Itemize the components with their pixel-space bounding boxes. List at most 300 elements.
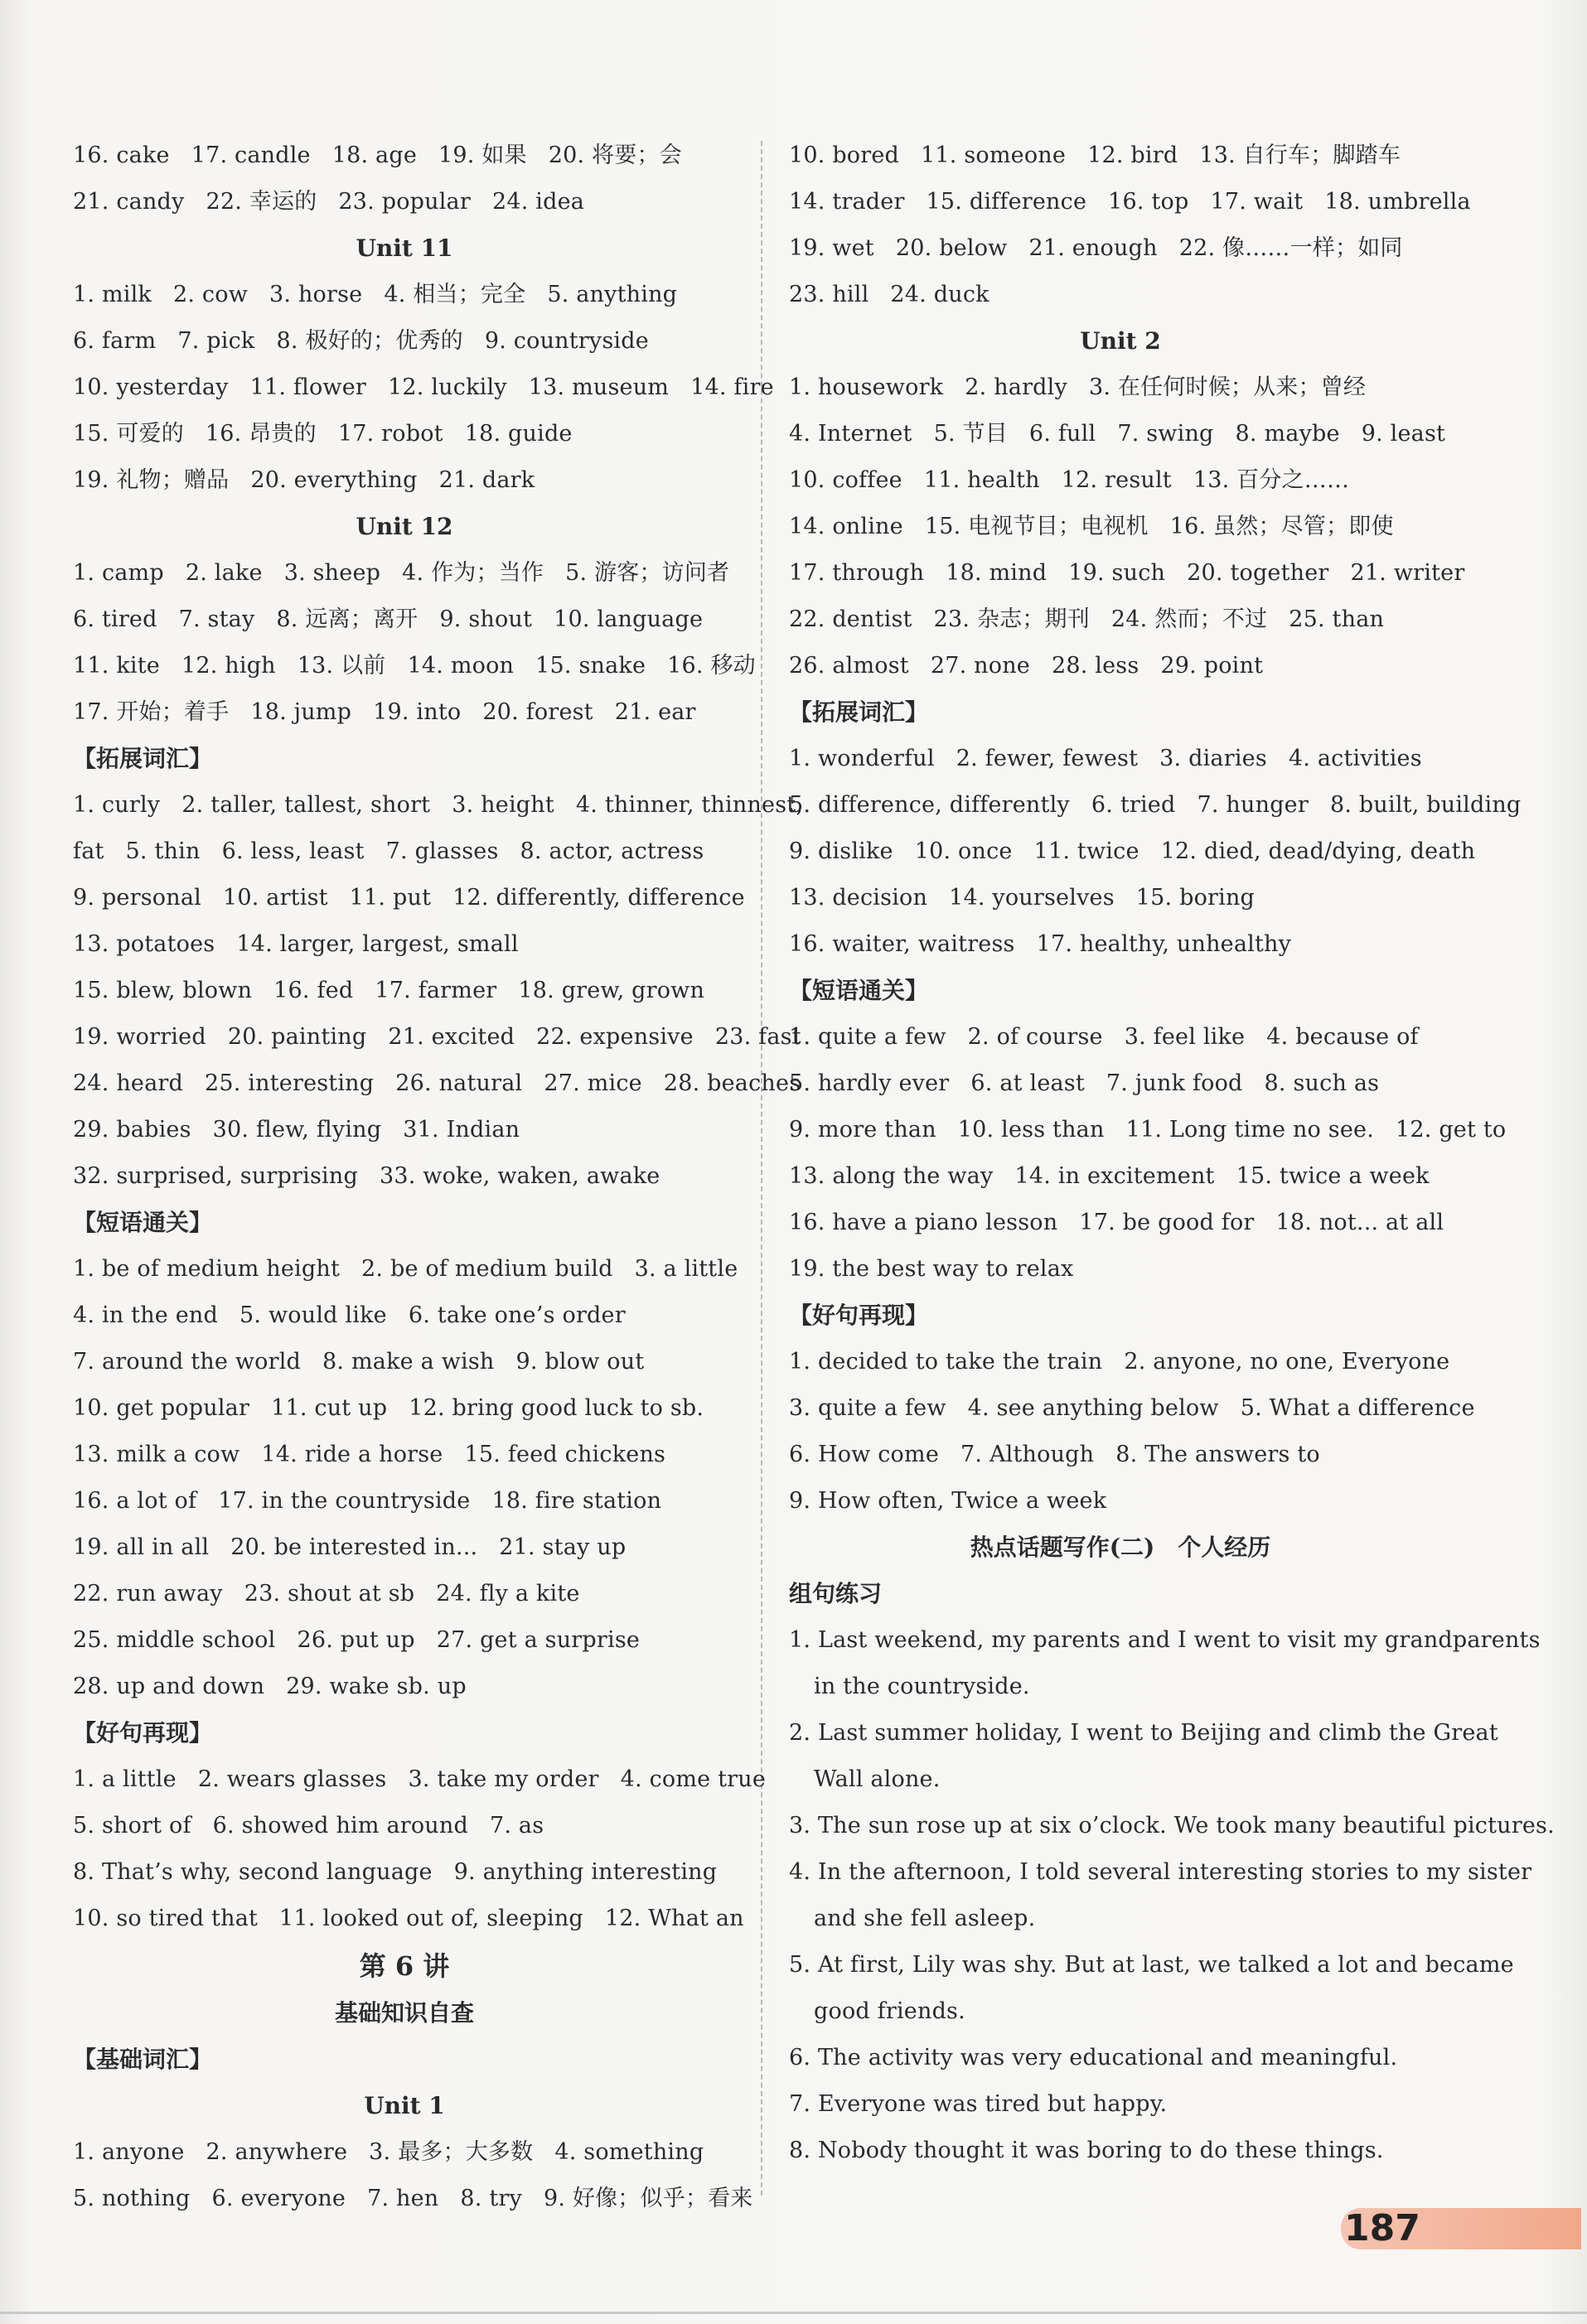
answer-item: 15. twice a week	[1236, 1163, 1430, 1189]
answer-item: 1. milk	[73, 282, 152, 307]
answer-line	[789, 782, 1522, 829]
answer-item: 25. middle school	[73, 1627, 276, 1653]
answer-item: 29. wake sb. up	[286, 1674, 467, 1699]
answer-item: 12. high	[181, 653, 276, 679]
answer-item: 15. blew, blown	[73, 978, 253, 1003]
answer-item: 12. died, dead/dying, death	[1160, 838, 1476, 864]
answer-item: 25. interesting	[204, 1070, 375, 1096]
answer-item: 22. expensive	[536, 1024, 694, 1050]
answer-item: 22. run away	[73, 1581, 223, 1607]
answer-item: 8. actor, actress	[520, 838, 704, 864]
answer-item: 18. umbrella	[1324, 189, 1471, 215]
answer-item: 4. In the afternoon, I told several interesting stories to my sister	[789, 1859, 1532, 1885]
answer-item: fat	[73, 838, 104, 864]
answer-item: 21. dark	[438, 467, 535, 493]
answer-item: 13. 以前	[297, 653, 386, 679]
answer-line	[789, 1107, 1507, 1153]
answer-item: 3. sheep	[283, 560, 381, 586]
answer-item: 20. everything	[250, 467, 418, 493]
answer-item: 20. be interested in...	[230, 1534, 478, 1560]
answer-line	[73, 1246, 736, 1292]
answer-item: 5. nothing	[73, 2186, 191, 2211]
answer-item: 2. cow	[172, 282, 249, 307]
answer-line	[73, 1849, 736, 1896]
answer-item: 6. everyone	[211, 2186, 346, 2211]
answer-line	[789, 829, 1476, 875]
answer-item: 7. stay	[178, 606, 255, 632]
answer-line	[789, 2035, 1452, 2081]
answer-item: 14. in excitement	[1014, 1163, 1215, 1189]
unit-heading: Unit 12	[356, 513, 453, 540]
answer-item: 5. hardly ever	[789, 1070, 950, 1096]
answer-item: 9. 好像；似乎；看来	[543, 2186, 753, 2211]
answer-item: 14. ride a horse	[261, 1442, 443, 1467]
answer-item: 16. top	[1108, 189, 1189, 215]
answer-item: 4. something	[554, 2139, 704, 2165]
answer-item: 23. fast	[714, 1024, 801, 1050]
answer-item: 1. wonderful	[789, 746, 935, 771]
answer-line	[789, 1385, 1475, 1432]
answer-line	[73, 133, 736, 179]
answer-item: 9. countryside	[484, 328, 649, 354]
answer-item: 21. candy	[73, 189, 185, 215]
column-divider	[761, 141, 762, 2196]
answer-line	[73, 1292, 736, 1339]
answer-item: 7. junk food	[1106, 1070, 1243, 1096]
answer-item: 7. around the world	[73, 1349, 302, 1375]
answer-item: 8. make a wish	[322, 1349, 495, 1375]
answer-item: 6. showed him around	[212, 1813, 468, 1838]
answer-line	[73, 1524, 736, 1571]
answer-line	[789, 365, 1452, 411]
answer-item: 1. Last weekend, my parents and I went to visit my grandparents	[789, 1627, 1541, 1653]
answer-item: 2. fewer, fewest	[956, 746, 1139, 771]
section-label: 组句练习	[789, 1580, 883, 1607]
answer-item: 3. 最多；大多数	[369, 2139, 534, 2165]
answer-line	[73, 1756, 767, 1803]
answer-item: 9. shout	[439, 606, 533, 632]
answer-item: 12. luckily	[388, 374, 507, 400]
answer-line	[73, 829, 736, 875]
answer-item: 3. feel like	[1124, 1024, 1246, 1050]
answer-line	[789, 1617, 1541, 1664]
answer-line	[789, 1896, 1452, 1942]
answer-item: 29. point	[1160, 653, 1264, 679]
answer-item: 7. swing	[1117, 421, 1214, 447]
answer-line	[789, 1014, 1452, 1061]
answer-item: 5. 游客；访问者	[565, 560, 730, 586]
answer-item: 32. surprised, surprising	[73, 1163, 358, 1189]
answer-line	[789, 1200, 1452, 1246]
answer-line	[73, 1478, 736, 1524]
answer-item: 1. a little	[73, 1766, 177, 1792]
answer-line	[73, 1664, 736, 1710]
answer-item: 13. 百分之……	[1193, 467, 1350, 493]
answer-item: 3. quite a few	[789, 1395, 946, 1421]
answer-line	[73, 921, 736, 968]
answer-item: 6. How come	[789, 1442, 939, 1467]
answer-item: 13. 自行车；脚踏车	[1199, 143, 1401, 168]
answer-line	[73, 1432, 736, 1478]
answer-line	[73, 457, 736, 504]
answer-item: 17. wait	[1210, 189, 1304, 215]
answer-item: 19. the best way to relax	[789, 1256, 1074, 1282]
answer-item: 30. flew, flying	[212, 1117, 382, 1143]
answer-line	[789, 643, 1452, 689]
answer-item: 17. farmer	[375, 978, 497, 1003]
answer-line	[789, 1478, 1452, 1524]
answer-item: 19. wet	[789, 235, 874, 261]
answer-item: 13. milk a cow	[73, 1442, 240, 1467]
answer-item: 24. 然而；不过	[1110, 606, 1268, 632]
answer-item: 11. someone	[921, 143, 1067, 168]
answer-item: 1. anyone	[73, 2139, 185, 2165]
answer-item: 4. 作为；当作	[402, 560, 544, 586]
answer-line	[73, 1571, 736, 1617]
answer-line	[73, 1107, 736, 1153]
answer-item: 10. get popular	[73, 1395, 250, 1421]
answer-item: 28. up and down	[73, 1674, 265, 1699]
answer-line	[73, 1339, 736, 1385]
answer-item: 8. such as	[1264, 1070, 1380, 1096]
answer-line	[789, 1756, 1452, 1803]
answer-item: 3. a little	[634, 1256, 738, 1282]
answer-item: 13. decision	[789, 885, 928, 911]
section-label: 【短语通关】	[73, 1209, 213, 1236]
answer-item: 7. as	[489, 1813, 544, 1838]
answer-item: 13. along the way	[789, 1163, 994, 1189]
answer-item: 27. get a surprise	[436, 1627, 641, 1653]
answer-item: 9. anything interesting	[453, 1859, 718, 1885]
answer-item: 3. horse	[269, 282, 363, 307]
answer-item: 3. height	[452, 792, 554, 818]
answer-item: 9. dislike	[789, 838, 893, 864]
answer-item: 21. enough	[1028, 235, 1158, 261]
answer-item: 4. in the end	[73, 1302, 219, 1328]
answer-item: Wall alone.	[814, 1766, 941, 1792]
answer-item: 16. 虽然；尽管；即使	[1169, 514, 1394, 539]
answer-item: 2. anyone, no one, Everyone	[1124, 1349, 1450, 1375]
answer-item: 2. Last summer holiday, I went to Beijing and climb the Great	[789, 1720, 1498, 1746]
section-label: 【好句再现】	[789, 1302, 929, 1329]
answer-item: 8. maybe	[1235, 421, 1340, 447]
answer-item: 2. of course	[967, 1024, 1103, 1050]
answer-line	[789, 179, 1471, 225]
answer-line	[789, 875, 1452, 921]
answer-item: 18. jump	[250, 699, 352, 725]
answer-item: 16. a lot of	[73, 1488, 197, 1514]
answer-item: 5. At first, Lily was shy. But at last, we talked a lot and became	[789, 1952, 1514, 1978]
answer-item: 23. 杂志；期刊	[933, 606, 1090, 632]
answer-line	[73, 1014, 801, 1061]
answer-line	[789, 411, 1452, 457]
lesson-heading: 第 6 讲	[359, 1950, 450, 1982]
answer-item: 5. short of	[73, 1813, 191, 1838]
answer-item: 7. hen	[367, 2186, 439, 2211]
answer-line	[73, 550, 736, 597]
answer-item: 5. 节目	[933, 421, 1008, 447]
unit-heading: Unit 2	[1080, 327, 1161, 355]
answer-item: 18. guide	[464, 421, 573, 447]
answer-item: 18. fire station	[491, 1488, 662, 1514]
answer-item: 7. Everyone was tired but happy.	[789, 2091, 1168, 2117]
answer-item: 17. be good for	[1079, 1210, 1255, 1235]
answer-item: 6. take one’s order	[408, 1302, 626, 1328]
answer-item: 24. idea	[491, 189, 585, 215]
answer-item: 6. tried	[1091, 792, 1176, 818]
answer-line	[789, 1339, 1452, 1385]
answer-line	[789, 2128, 1452, 2174]
section-label: 【拓展词汇】	[73, 745, 213, 772]
answer-line	[789, 504, 1452, 550]
answer-item: 16. 移动	[667, 653, 756, 679]
answer-item: 29. babies	[73, 1117, 191, 1143]
answer-item: 23. shout at sb	[244, 1581, 415, 1607]
answer-item: 22. 像……一样；如同	[1178, 235, 1403, 261]
answer-line	[73, 1617, 736, 1664]
answer-item: 5. thin	[125, 838, 201, 864]
answer-item: 1. be of medium height	[73, 1256, 341, 1282]
answer-item: 33. woke, waken, awake	[379, 1163, 660, 1189]
answer-item: 19. into	[373, 699, 462, 725]
answer-item: 11. flower	[249, 374, 366, 400]
answer-item: 15. feed chickens	[464, 1442, 666, 1467]
answer-item: 9. least	[1361, 421, 1446, 447]
answer-item: 17. 开始；着手	[73, 699, 230, 725]
answer-item: 15. snake	[535, 653, 646, 679]
answer-line	[73, 597, 736, 643]
unit-heading: Unit 11	[356, 234, 453, 262]
answer-item: 21. excited	[388, 1024, 515, 1050]
answer-item: 17. healthy, unhealthy	[1036, 931, 1292, 957]
answer-item: 14. online	[789, 514, 903, 539]
answer-item: 6. tired	[73, 606, 157, 632]
answer-line	[73, 365, 774, 411]
unit-heading: 热点话题写作(二) 个人经历	[970, 1534, 1271, 1561]
answer-line	[73, 272, 736, 318]
answer-item: 2. hardly	[965, 374, 1067, 400]
answer-item: 2. wears glasses	[197, 1766, 387, 1792]
answer-line	[789, 272, 1452, 318]
answer-item: 19. worried	[73, 1024, 206, 1050]
page-number: 187	[1344, 2207, 1420, 2249]
answer-line	[789, 225, 1452, 272]
section-label: 【拓展词汇】	[789, 698, 929, 726]
answer-item: 18. grew, grown	[518, 978, 705, 1003]
answer-item: 11. looked out of, sleeping	[279, 1906, 583, 1931]
answer-item: 20. below	[895, 235, 1008, 261]
answer-line	[73, 782, 804, 829]
answer-item: 14. fire	[690, 374, 774, 400]
answer-item: 6. The activity was very educational and meaningful.	[789, 2045, 1398, 2070]
answer-item: 15. boring	[1135, 885, 1256, 911]
answer-item: 11. health	[923, 467, 1040, 493]
answer-line	[73, 411, 736, 457]
answer-item: 10. so tired that	[73, 1906, 259, 1931]
answer-item: 12. get to	[1396, 1117, 1507, 1143]
answer-item: 23. popular	[338, 189, 471, 215]
answer-item: 28. less	[1051, 653, 1139, 679]
answer-item: 9. more than	[789, 1117, 936, 1143]
answer-item: 4. come true	[620, 1766, 767, 1792]
answer-item: 6. at least	[970, 1070, 1085, 1096]
answer-item: 3. The sun rose up at six o’clock. We took many beautiful pictures.	[789, 1813, 1555, 1838]
answer-item: 4. Internet	[789, 421, 912, 447]
answer-item: 18. mind	[946, 560, 1048, 586]
answer-item: 10. once	[914, 838, 1013, 864]
answer-item: 19. 如果	[438, 143, 527, 168]
answer-item: 6. less, least	[221, 838, 365, 864]
answer-line	[789, 457, 1452, 504]
answer-item: 6. full	[1028, 421, 1096, 447]
answer-item: 15. difference	[926, 189, 1087, 215]
answer-item: 28. beaches	[663, 1070, 801, 1096]
answer-item: 16. have a piano lesson	[789, 1210, 1058, 1235]
answer-item: 12. bird	[1087, 143, 1178, 168]
answer-item: 20. 将要；会	[548, 143, 682, 168]
answer-item: 11. put	[349, 885, 432, 911]
answer-item: 15. 电视节目；电视机	[924, 514, 1149, 539]
answer-item: 8. 远离；离开	[276, 606, 419, 632]
answer-item: 13. potatoes	[73, 931, 215, 957]
answer-item: 16. fed	[273, 978, 354, 1003]
answer-item: 14. yourselves	[949, 885, 1115, 911]
answer-item: 24. fly a kite	[436, 1581, 580, 1607]
answer-item: 11. cut up	[271, 1395, 388, 1421]
answer-item: 14. larger, largest, small	[236, 931, 519, 957]
answer-item: good friends.	[814, 1998, 965, 2024]
answer-item: 21. stay up	[499, 1534, 627, 1560]
answer-item: 31. Indian	[403, 1117, 520, 1143]
answer-item: 10. language	[554, 606, 704, 632]
answer-item: 4. thinner, thinnest,	[575, 792, 804, 818]
answer-item: 19. such	[1068, 560, 1166, 586]
answer-item: 9. personal	[73, 885, 201, 911]
answer-item: 10. artist	[222, 885, 328, 911]
answer-item: 2. taller, tallest, short	[181, 792, 431, 818]
answer-line	[73, 1385, 736, 1432]
answer-item: 7. hunger	[1197, 792, 1309, 818]
answer-item: 5. What a difference	[1240, 1395, 1475, 1421]
answer-line	[789, 1432, 1452, 1478]
answer-item: 26. put up	[297, 1627, 415, 1653]
answer-item: 17. candle	[191, 143, 311, 168]
answer-item: 10. less than	[957, 1117, 1105, 1143]
answer-line	[789, 1246, 1452, 1292]
answer-item: 9. How often, Twice a week	[789, 1488, 1107, 1514]
answer-line	[73, 1061, 801, 1107]
answer-line	[789, 1942, 1514, 1988]
answer-line	[73, 1153, 736, 1200]
answer-item: 19. 礼物；赠品	[73, 467, 230, 493]
answer-item: 26. almost	[789, 653, 909, 679]
answer-item: 10. yesterday	[73, 374, 229, 400]
answer-item: 13. museum	[528, 374, 670, 400]
answer-item: 11. Long time no see.	[1125, 1117, 1374, 1143]
answer-item: 12. bring good luck to sb.	[409, 1395, 704, 1421]
answer-item: 23. hill	[789, 282, 869, 307]
answer-item: 10. bored	[789, 143, 900, 168]
unit-heading: 基础知识自查	[334, 1999, 474, 2027]
answer-item: 26. natural	[395, 1070, 523, 1096]
answer-item: 5. anything	[547, 282, 678, 307]
answer-line	[789, 736, 1452, 782]
answer-line	[73, 2176, 753, 2222]
answer-item: 8. 极好的；优秀的	[276, 328, 463, 354]
answer-line	[789, 1849, 1532, 1896]
answer-line	[73, 968, 736, 1014]
answer-item: 20. together	[1187, 560, 1329, 586]
answer-item: 7. Although	[960, 1442, 1095, 1467]
answer-item: 8. That’s why, second language	[73, 1859, 433, 1885]
answer-item: 22. dentist	[789, 606, 912, 632]
answer-item: 21. ear	[614, 699, 696, 725]
answer-item: 3. diaries	[1159, 746, 1267, 771]
answer-line	[789, 133, 1452, 179]
answer-line	[73, 179, 736, 225]
answer-item: 5. difference, differently	[789, 792, 1070, 818]
answer-line	[73, 2129, 736, 2176]
answer-line	[73, 643, 756, 689]
right-column	[789, 133, 1555, 2174]
answer-line	[789, 1061, 1452, 1107]
left-column	[73, 133, 804, 2222]
section-label: 【好句再现】	[73, 1719, 213, 1747]
answer-line	[789, 2081, 1452, 2128]
answer-item: 22. 幸运的	[206, 189, 317, 215]
answer-item: 3. take my order	[408, 1766, 599, 1792]
answer-item: 3. 在任何时候；从来；曾经	[1088, 374, 1367, 400]
answer-item: 8. try	[460, 2186, 522, 2211]
answer-item: 6. farm	[73, 328, 157, 354]
answer-line	[73, 1803, 736, 1849]
answer-item: 4. because of	[1266, 1024, 1419, 1050]
answer-item: 18. age	[331, 143, 417, 168]
answer-line	[73, 318, 736, 365]
section-label: 【基础词汇】	[73, 2046, 213, 2073]
answer-item: 14. moon	[407, 653, 515, 679]
answer-item: 24. heard	[73, 1070, 183, 1096]
answer-line	[789, 597, 1452, 643]
answer-line	[789, 1988, 1452, 2035]
answer-item: 2. anywhere	[206, 2139, 348, 2165]
answer-item: 16. cake	[73, 143, 170, 168]
answer-item: 2. be of medium build	[361, 1256, 613, 1282]
answer-item: 5. would like	[240, 1302, 387, 1328]
answer-item: 17. through	[789, 560, 925, 586]
answer-item: 7. pick	[177, 328, 255, 354]
answer-item: in the countryside.	[814, 1674, 1030, 1699]
answer-line	[789, 1803, 1555, 1849]
answer-item: 8. built, building	[1329, 792, 1522, 818]
answer-item: 1. camp	[73, 560, 164, 586]
answer-item: 4. see anything below	[967, 1395, 1219, 1421]
answer-item: 15. 可爱的	[73, 421, 184, 447]
answer-item: 7. glasses	[385, 838, 499, 864]
section-label: 【短语通关】	[789, 977, 929, 1004]
answer-item: 2. lake	[185, 560, 263, 586]
answer-line	[789, 1153, 1452, 1200]
answer-item: 4. activities	[1288, 746, 1422, 771]
answer-item: 11. kite	[73, 653, 160, 679]
unit-heading: Unit 1	[364, 2092, 445, 2119]
answer-item: 17. robot	[337, 421, 443, 447]
answer-item: 10. coffee	[789, 467, 902, 493]
answer-line	[789, 1710, 1498, 1756]
answer-item: 27. mice	[544, 1070, 642, 1096]
answer-item: 24. duck	[890, 282, 989, 307]
answer-item: 14. trader	[789, 189, 905, 215]
